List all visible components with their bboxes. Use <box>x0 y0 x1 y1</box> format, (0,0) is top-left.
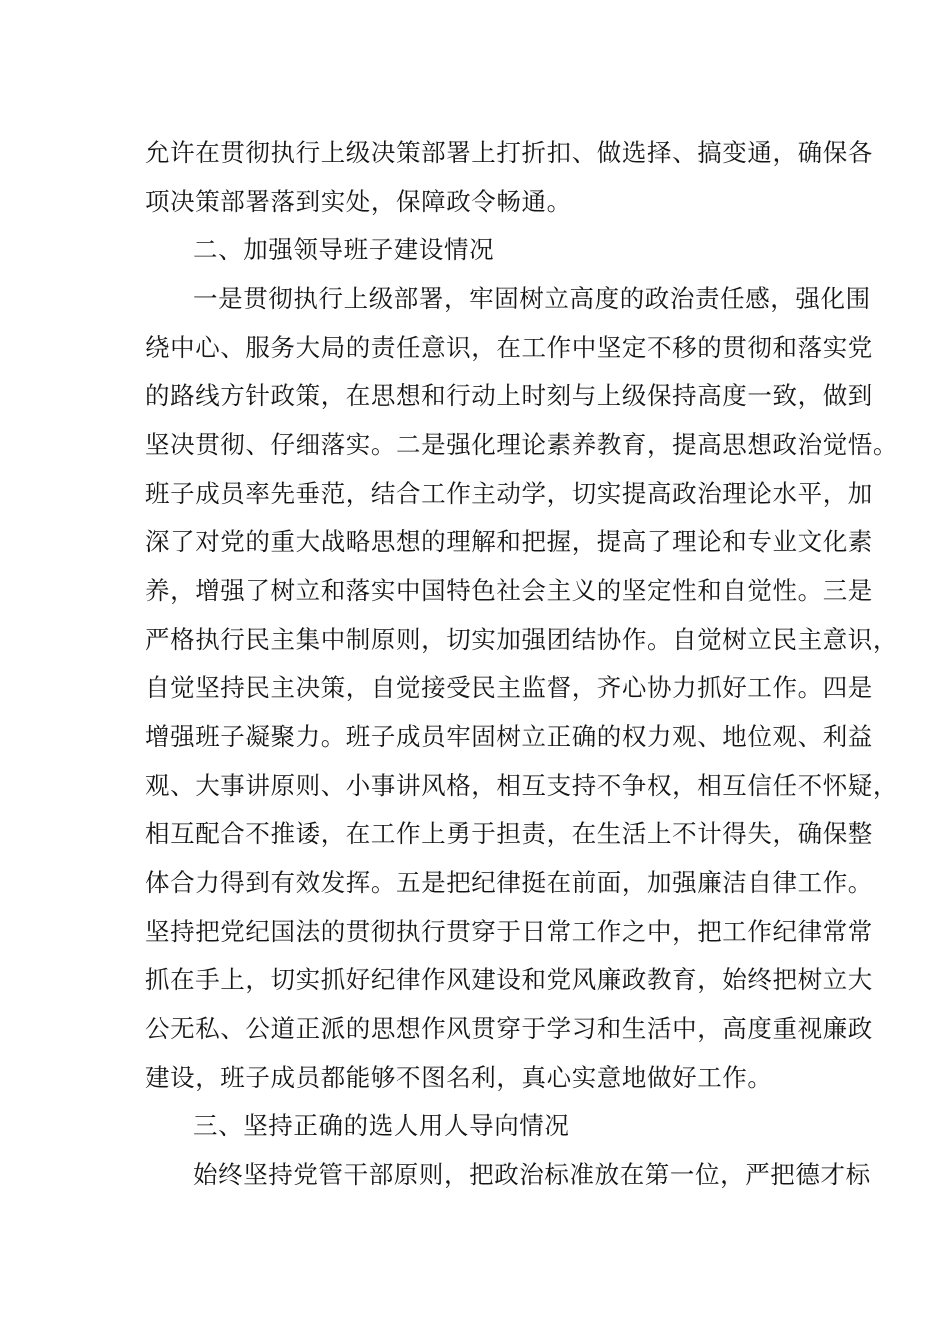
text-line: 允许在贯彻执行上级决策部署上打折扣、做选择、搞变通，确保各 <box>145 138 873 167</box>
section-heading: 三、坚持正确的选人用人导向情况 <box>193 1111 570 1140</box>
text-line: 体合力得到有效发挥。五是把纪律挺在前面，加强廉洁自律工作。 <box>145 868 873 897</box>
text-line: 坚持把党纪国法的贯彻执行贯穿于日常工作之中，把工作纪律常常 <box>145 917 873 946</box>
text-line: 深了对党的重大战略思想的理解和把握，提高了理论和专业文化素 <box>145 527 873 556</box>
text-line: 的路线方针政策，在思想和行动上时刻与上级保持高度一致，做到 <box>145 381 873 410</box>
text-line: 养，增强了树立和落实中国特色社会主义的坚定性和自觉性。三是 <box>145 576 873 605</box>
text-line: 一是贯彻执行上级部署，牢固树立高度的政治责任感，强化围 <box>193 284 871 313</box>
text-line: 建设，班子成员都能够不图名利，真心实意地做好工作。 <box>145 1063 773 1092</box>
text-line: 观、大事讲原则、小事讲风格，相互支持不争权，相互信任不怀疑， <box>145 771 898 800</box>
text-line: 增强班子凝聚力。班子成员牢固树立正确的权力观、地位观、利益 <box>145 722 873 751</box>
text-line: 自觉坚持民主决策，自觉接受民主监督，齐心协力抓好工作。四是 <box>145 673 873 702</box>
section-heading: 二、加强领导班子建设情况 <box>193 235 495 264</box>
text-line: 严格执行民主集中制原则，切实加强团结协作。自觉树立民主意识， <box>145 625 898 654</box>
text-line: 坚决贯彻、仔细落实。二是强化理论素养教育，提高思想政治觉悟。 <box>145 430 898 459</box>
text-line: 班子成员率先垂范，结合工作主动学，切实提高政治理论水平，加 <box>145 479 873 508</box>
text-line: 绕中心、服务大局的责任意识，在工作中坚定不移的贯彻和落实党 <box>145 333 873 362</box>
text-line: 始终坚持党管干部原则，把政治标准放在第一位，严把德才标 <box>193 1160 871 1189</box>
text-line: 项决策部署落到实处，保障政令畅通。 <box>145 187 572 216</box>
text-line: 相互配合不推诿，在工作上勇于担责，在生活上不计得失，确保整 <box>145 819 873 848</box>
text-line: 抓在手上，切实抓好纪律作风建设和党风廉政教育，始终把树立大 <box>145 965 873 994</box>
text-line: 公无私、公道正派的思想作风贯穿于学习和生活中，高度重视廉政 <box>145 1014 873 1043</box>
